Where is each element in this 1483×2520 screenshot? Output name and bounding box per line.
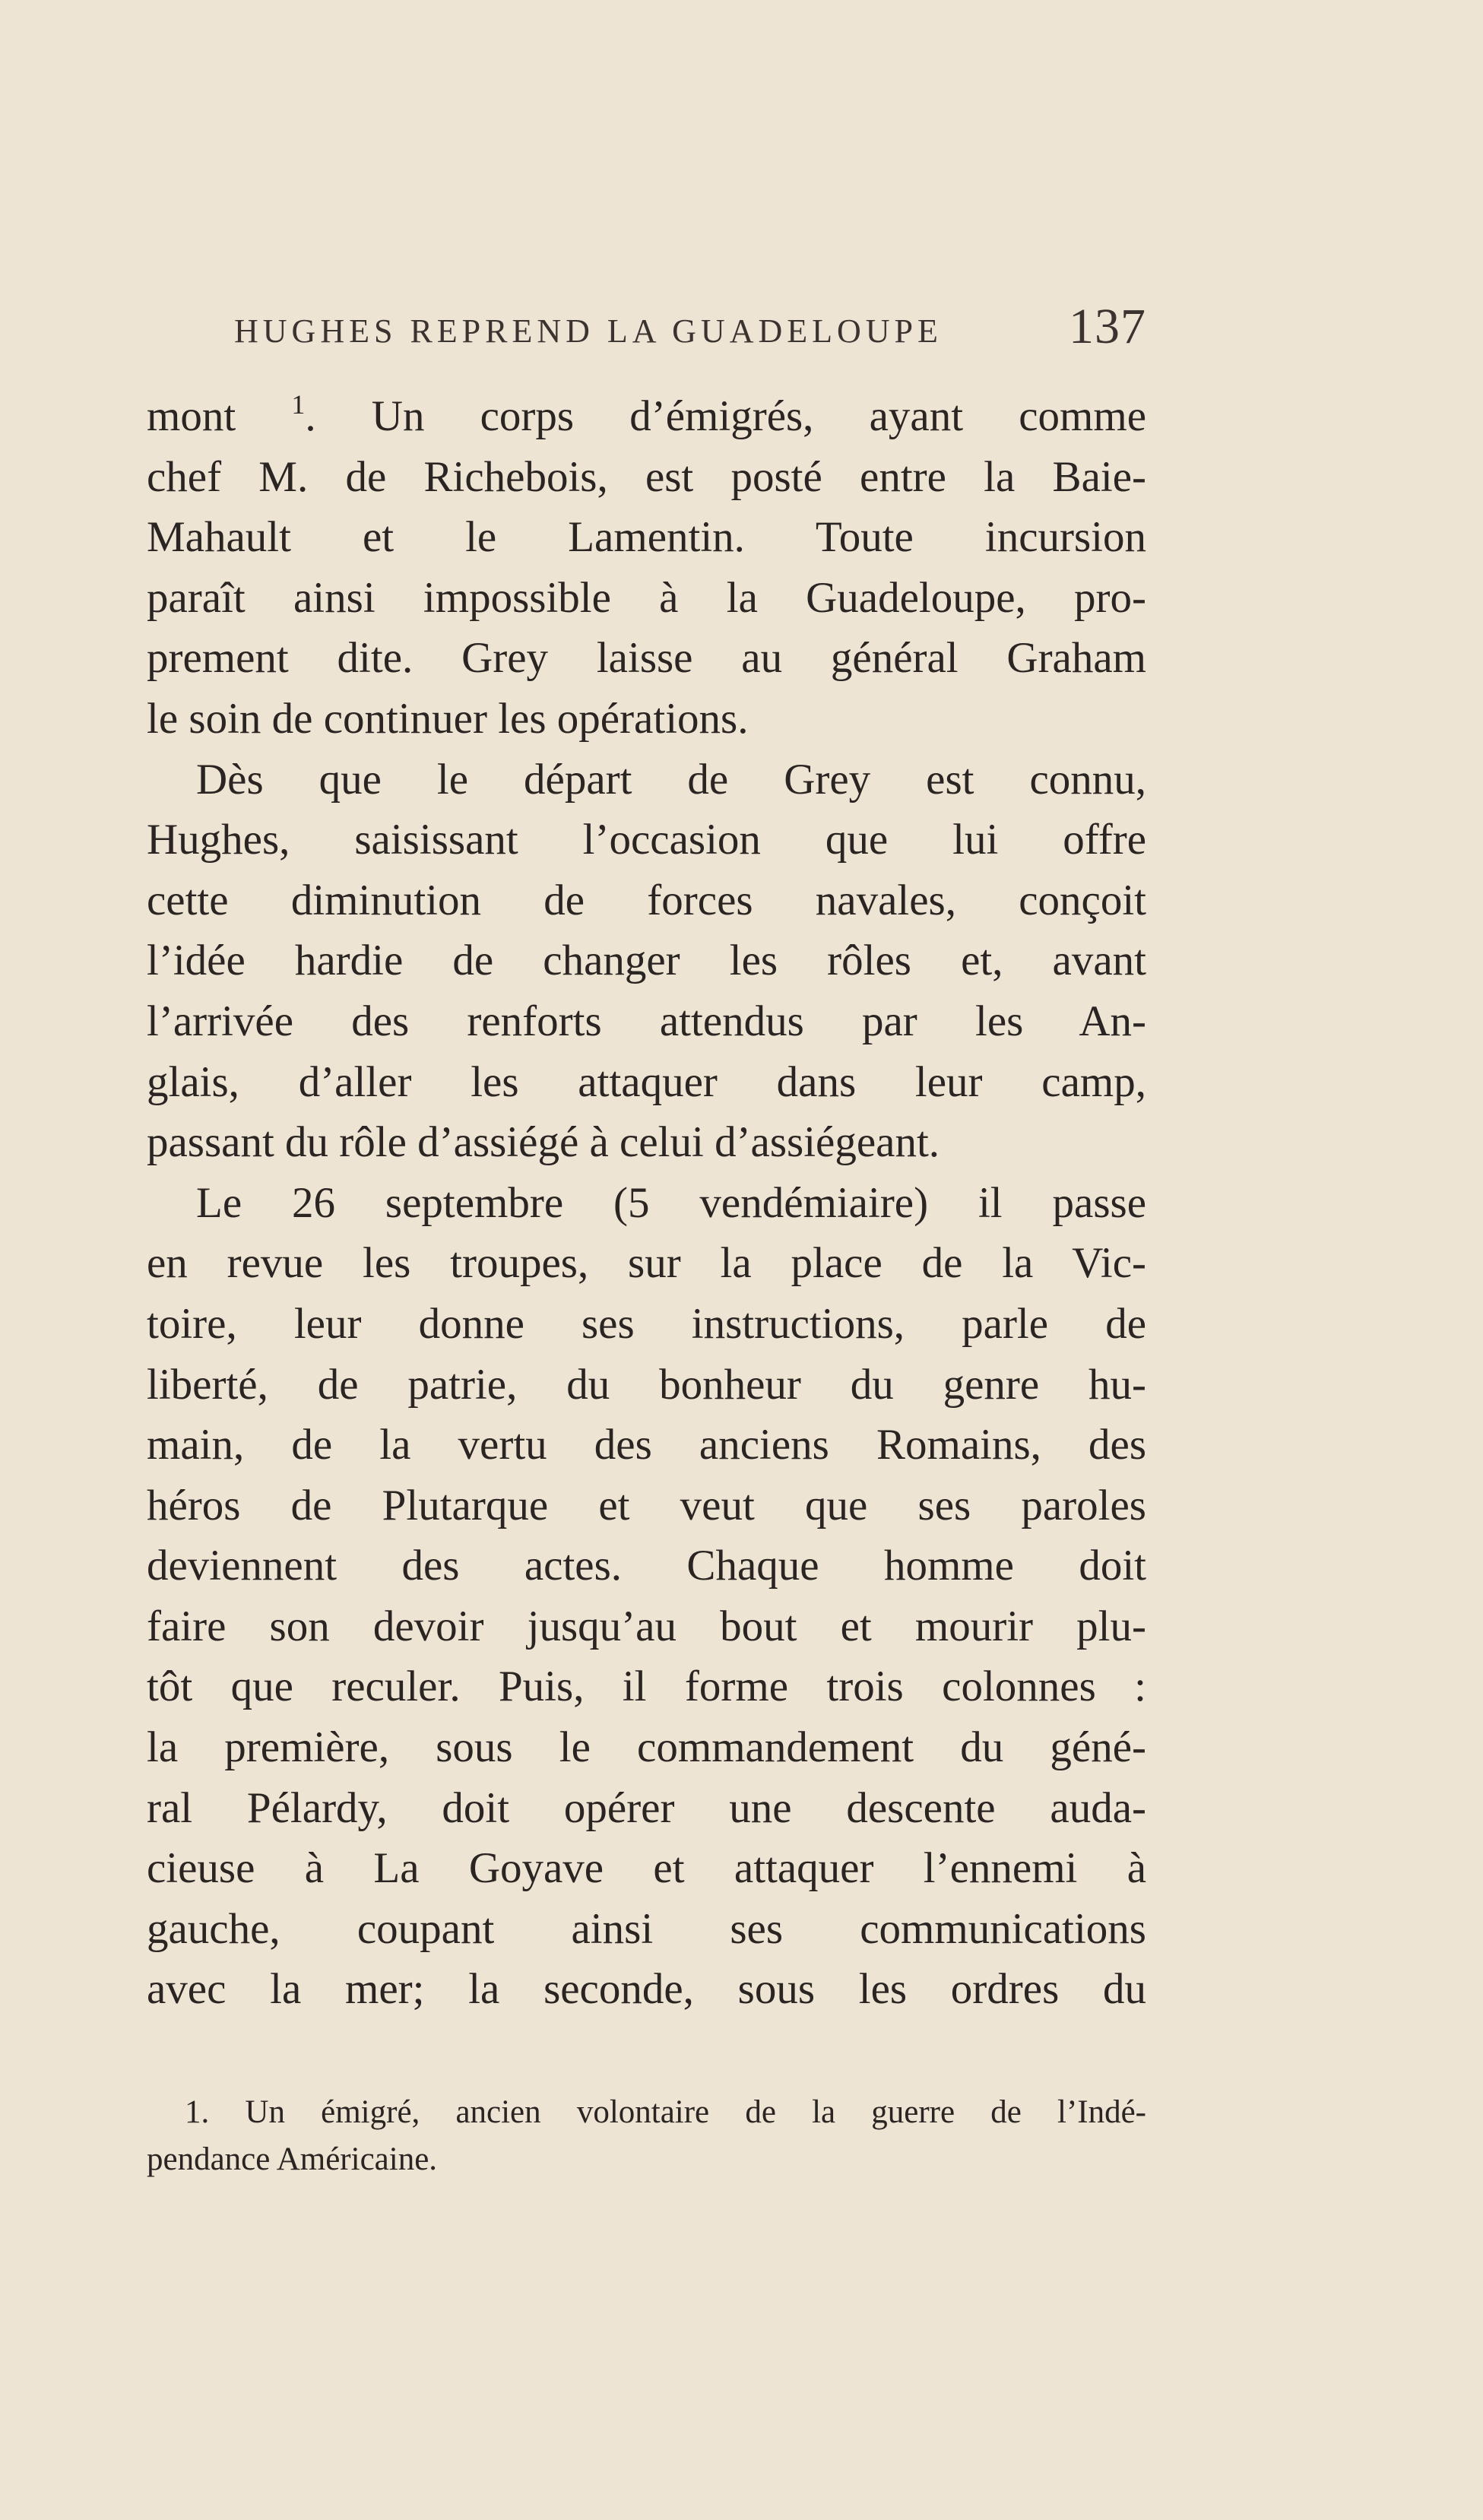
running-head (234, 298, 1146, 359)
text-line (147, 386, 1146, 447)
text-line: l’arrivée des renforts attendus par les An- (147, 997, 1146, 1045)
text-line: Le 26 septembre (5 vendémiaire) il passe (196, 1178, 1146, 1227)
text-fragment: . Un corps d’émigrés, ayant comme (305, 392, 1146, 440)
text-line: paraît ainsi impossible à la Guadeloupe, pro- (147, 573, 1146, 622)
text-line: liberté, de patrie, du bonheur du genre hu- (147, 1360, 1146, 1409)
footnote-line: 1. Un émigré, ancien volontaire de la guerre de l’Indé- (185, 2094, 1146, 2130)
text-line: passant du rôle d’assiégé à celui d’assiégeant. (147, 1118, 940, 1167)
text-line: la première, sous le commandement du géné- (147, 1723, 1146, 1772)
text-line: toire, leur donne ses instructions, parle de (147, 1299, 1146, 1348)
running-title: HUGHES REPREND LA GUADELOUPE (234, 312, 943, 350)
text-line: héros de Plutarque et veut que ses paroles (147, 1481, 1146, 1529)
text-line: deviennent des actes. Chaque homme doit (147, 1542, 1146, 1590)
text-line: Hughes, saisissant l’occasion que lui offre (147, 816, 1146, 864)
text-line: avec la mer; la seconde, sous les ordres du (147, 1965, 1146, 2014)
text-line: glais, d’aller les attaquer dans leur camp, (147, 1057, 1146, 1106)
text-line: cieuse à La Goyave et attaquer l’ennemi à (147, 1844, 1146, 1893)
body-text (147, 386, 1146, 2020)
text-line: Mahault et le Lamentin. Toute incursion (147, 513, 1146, 562)
text-fragment: mont (147, 392, 292, 440)
text-line: main, de la vertu des anciens Romains, des (147, 1421, 1146, 1469)
footnote (147, 2089, 1146, 2183)
text-line: en revue les troupes, sur la place de la Vic- (147, 1239, 1146, 1288)
page-number: 137 (1069, 299, 1146, 354)
footnote-line: pendance Américaine. (147, 2141, 438, 2177)
text-line: gauche, coupant ainsi ses communications (147, 1904, 1146, 1953)
text-line: prement dite. Grey laisse au général Graham (147, 634, 1146, 683)
text-line: Dès que le départ de Grey est connu, (196, 755, 1146, 804)
text-line: l’idée hardie de changer les rôles et, avant (147, 937, 1146, 985)
text-line: tôt que reculer. Puis, il forme trois colonnes : (147, 1663, 1146, 1711)
footnote-reference: 1 (291, 389, 306, 420)
text-line: le soin de continuer les opérations. (147, 694, 749, 743)
text-line: chef M. de Richebois, est posté entre la Baie- (147, 452, 1146, 501)
text-line: faire son devoir jusqu’au bout et mourir plu- (147, 1602, 1146, 1650)
text-line: cette diminution de forces navales, conçoit (147, 876, 1146, 924)
text-line: ral Pélardy, doit opérer une descente auda- (147, 1783, 1146, 1832)
